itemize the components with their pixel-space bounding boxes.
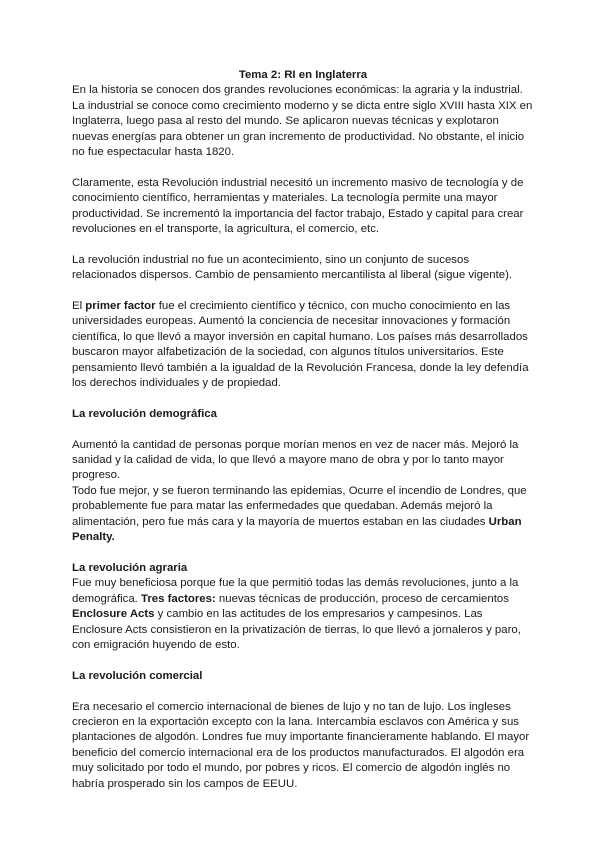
heading-agraria: La revolución agraria <box>72 561 188 574</box>
document-page <box>72 68 534 792</box>
text-run: Fue muy beneficiosa porque fue la que permitió todas las demás revoluciones, junto a la demográfica. <box>72 577 519 605</box>
bold-term-enclosure-acts: Enclosure Acts <box>72 608 155 621</box>
text-run: El <box>72 300 86 313</box>
spacer <box>72 546 534 561</box>
text-run: Todo fue mejor, y se fueron terminando las epidemias, Ocurre el incendio de Londres, que probablemente fue para matar las enfermedades que quedaban. Además mejoró la alimentación, pero fue más cara y la mayoría de muertos estaban en las ciudades <box>72 484 527 528</box>
paragraph-tecnologia: Claramente, esta Revolución industrial necesitó un incremento masivo de tecnología y de conocimiento científico, herramientas y materiales. La tecnología permite una mayor productividad. Se incrementó la importancia del factor trabajo, Estado y capital para crear revoluciones en el transporte, la agricultura, el comercio, etc. <box>72 176 524 236</box>
intro-paragraph: La industrial se conoce como crecimiento moderno y se dicta entre siglo XVIII hasta XIX en Inglaterra, luego pasa al resto del mundo. Se aplicaron nuevas técnicas y explotaron nuevas energías para obtener un gran incremento de productividad. No obstante, el inicio no fue espectacular hasta 1820. <box>72 99 533 159</box>
spacer <box>72 391 534 406</box>
paragraph-agraria <box>72 576 534 653</box>
heading-demografica: La revolución demográfica <box>72 407 217 420</box>
text-run: nuevas técnicas de producción, proceso de cercamientos <box>215 592 509 605</box>
text-run: y cambio en las actitudes de los empresarios y campesinos. Las Enclosure Acts consistieron en la privatización de tierras, lo que llevó a jornaleros y paro, con emigración huyendo de esto. <box>72 608 521 651</box>
bold-term-urban-penalty: Urban Penalty. <box>72 515 522 544</box>
intro-line-1: En la historia se conocen dos grandes revoluciones económicas: la agraria y la industrial. <box>72 84 523 97</box>
paragraph-demografica-2 <box>72 484 534 546</box>
spacer <box>72 284 534 299</box>
spacer <box>72 653 534 668</box>
bold-term-primer-factor: primer factor <box>85 300 156 313</box>
heading-comercial: La revolución comercial <box>72 669 203 682</box>
bold-term-tres-factores: Tres factores: <box>141 592 216 605</box>
paragraph-demografica-1: Aumentó la cantidad de personas porque morían menos en vez de nacer más. Mejoró la sanidad y la calidad de vida, lo que llevó a mayore mano de obra y por lo tanto mayor progreso. <box>72 438 519 482</box>
text-run: fue el crecimiento científico y técnico, con mucho conocimiento en las universidades europeas. Aumentó la conciencia de necesitar innovaciones y formación científica, lo que llevó a mayor inversión en capital humano. Los países más desarrollados buscaron mayor alfabetización de la sociedad, con algunos títulos universitarios. Este pensamiento llevó también a la igualdad de la Revolución Francesa, donde la ley defendía los derechos individuales y de propiedad. <box>72 300 529 390</box>
paragraph-sucesos: La revolución industrial no fue un acontecimiento, sino un conjunto de sucesos relacionados dispersos. Cambio de pensamiento mercantilista al liberal (sigue vigente). <box>72 253 513 282</box>
spacer <box>72 422 534 437</box>
document-title: Tema 2: RI en Inglaterra <box>238 69 368 81</box>
spacer <box>72 684 534 699</box>
paragraph-comercial: Era necesario el comercio internacional de bienes de lujo y no tan de lujo. Los ingleses crecieron en la exportación excepto con la lana. Intercambia esclavos con América y sus plantaciones de algodón. Londres fue muy importante financieramente hablando. El mayor beneficio del comercio internacional era de los productos manufacturados. El algodón era muy solicitado por todo el mundo, por pobres y ricos. El comercio de algodón inglés no habría prosperado sin los campos de EEUU. <box>72 700 530 790</box>
spacer <box>72 160 534 175</box>
spacer <box>72 237 534 252</box>
paragraph-primer-factor <box>72 299 534 391</box>
